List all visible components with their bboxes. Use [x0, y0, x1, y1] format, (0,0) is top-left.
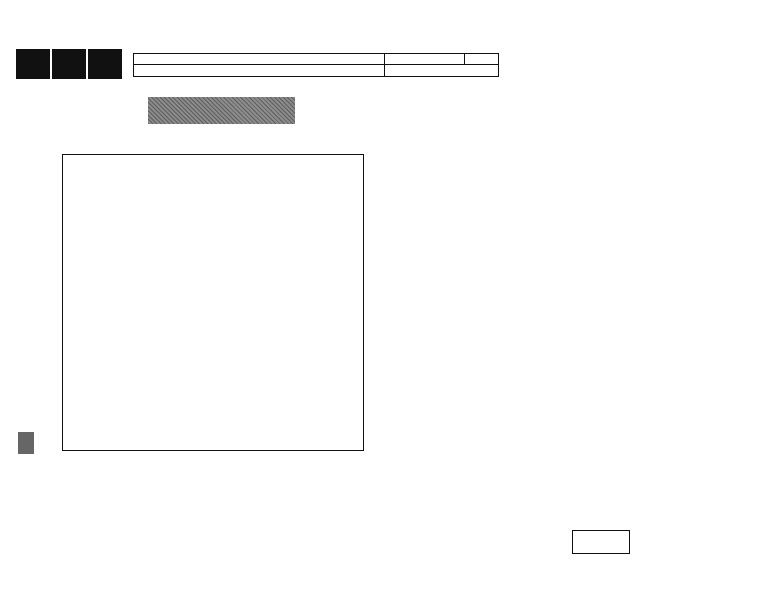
- side-copyright: [14, 160, 54, 460]
- logo-letter-e: [16, 49, 50, 79]
- tea-logo: [18, 432, 34, 454]
- ehs-logo: [16, 49, 122, 79]
- logo-letter-s: [88, 49, 122, 79]
- header-form: [133, 53, 499, 77]
- scoring-grid: [410, 165, 732, 497]
- logo-letter-h: [52, 49, 86, 79]
- perfil-title: [148, 97, 295, 124]
- pd-global-input[interactable]: [572, 530, 630, 554]
- profile-grid: [62, 154, 364, 451]
